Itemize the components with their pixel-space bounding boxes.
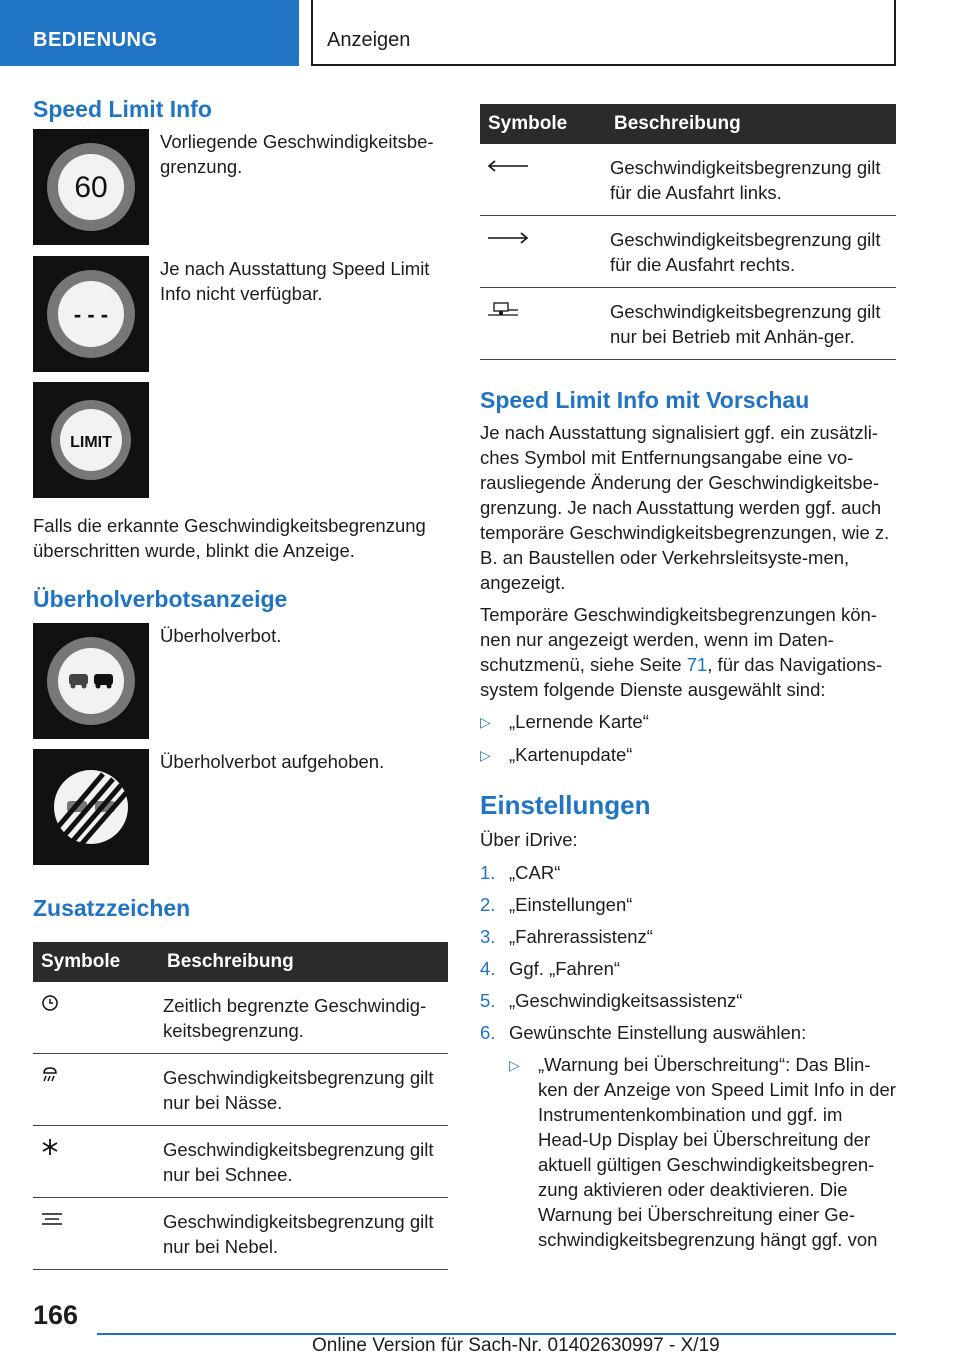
- speed-60-label: 60: [74, 171, 108, 204]
- table-cell-description: Geschwindigkeitsbegrenzung gilt für die Ausfahrt rechts.: [603, 216, 896, 288]
- sign-description: Überholverbot.: [160, 625, 282, 646]
- preview-paragraph-1: Je nach Ausstattung signalisiert ggf. ein zusätzli-ches Symbol mit Entfernungsangabe eine vo-rausliegende Änderung der Geschwindigkeitsbe-grenzung. Je nach Ausstattung werden ggf. auch temporäre Geschwindigkeitsbegrenzungen, wie z. B. an Baustellen oder Verkehrsleitsyste-men, angezeigt.: [480, 422, 890, 593]
- step-text: Gewünschte Einstellung auswählen:: [509, 1022, 807, 1043]
- sign-row: [33, 129, 448, 245]
- table-cell-description: Geschwindigkeitsbegrenzung gilt nur bei Schnee.: [156, 1126, 448, 1198]
- step-item: [480, 924, 896, 949]
- step-text: „Einstellungen“: [509, 894, 633, 915]
- table-cell-description: Zeitlich begrenzte Geschwindig-keitsbegrenzung.: [156, 982, 448, 1054]
- service-list: [480, 709, 896, 768]
- chapter-title: Anzeigen: [311, 0, 896, 66]
- section-tab: BEDIENUNG: [0, 0, 299, 66]
- list-item: [480, 742, 896, 768]
- step-item: [480, 1020, 896, 1045]
- arrow-table: [480, 104, 896, 360]
- footer-version: Online Version für Sach-Nr. 01402630997 - X/19: [312, 1335, 720, 1356]
- step-text: „CAR“: [509, 862, 561, 883]
- triangle-bullet-icon: ▷: [480, 714, 491, 730]
- settings-steps: [480, 860, 896, 1252]
- sign-row: [33, 382, 448, 498]
- table-header-symbol: Symbole: [33, 942, 156, 982]
- table-row: [33, 982, 448, 1054]
- sign-description: Überholverbot aufgehoben.: [160, 751, 385, 772]
- table-cell-description: Geschwindigkeitsbegrenzung gilt nur bei Nässe.: [156, 1054, 448, 1126]
- sign-row: [33, 256, 448, 372]
- step-item: [480, 956, 896, 981]
- step-number: 4.: [480, 958, 496, 979]
- triangle-bullet-icon: ▷: [509, 1057, 520, 1073]
- step-number: 5.: [480, 990, 496, 1011]
- page-number: 166: [33, 1300, 79, 1330]
- table-header-symbol: Symbole: [480, 104, 603, 144]
- sub-list-item: [480, 1052, 896, 1252]
- step-number: 1.: [480, 862, 496, 883]
- snowflake-icon: [39, 1140, 61, 1161]
- table-row: [480, 144, 896, 216]
- step-number: 2.: [480, 894, 496, 915]
- arrow-left-icon: [486, 157, 530, 178]
- sign-description: Je nach Ausstattung Speed Limit Info nicht verfügbar.: [160, 258, 430, 304]
- table-header-description: Beschreibung: [156, 942, 448, 982]
- fog-icon: [39, 1212, 65, 1233]
- sub-list-item-text: „Warnung bei Überschreitung“: Das Blin-ken der Anzeige von Speed Limit Info in der Instrumentenkombination und ggf. im Head-Up Display bei Überschreitung der aktuell gültigen Geschwindigkeitsbegren-zung aktivieren oder deaktivieren. Die Warnung bei Überschreitung einer Ge-schwindigkeitsbegrenzung hängt ggf. von: [538, 1054, 896, 1250]
- preview-paragraph-2-end: , für das Navigations-system folgende Dienste ausgewählt sind:: [480, 654, 883, 700]
- speed-limit-heading: Speed Limit Info: [33, 96, 212, 122]
- table-cell-description: Geschwindigkeitsbegrenzung gilt nur bei Nebel.: [156, 1198, 448, 1270]
- triangle-bullet-icon: ▷: [480, 747, 491, 763]
- zusatz-heading: Zusatzzeichen: [33, 895, 191, 921]
- step-text: „Fahrerassistenz“: [509, 926, 653, 947]
- table-row: [33, 1054, 448, 1126]
- table-row: [480, 288, 896, 360]
- table-row: [33, 1198, 448, 1270]
- no-overtaking-sign-icon: [33, 623, 149, 739]
- step-item: [480, 892, 896, 917]
- exceed-text: Falls die erkannte Geschwindigkeitsbegrenzung überschritten wurde, blinkt die Anzeige.: [33, 515, 426, 561]
- table-row: [480, 216, 896, 288]
- speed-60-sign-icon: [33, 129, 149, 245]
- preview-paragraph-2: [480, 602, 896, 702]
- clock-icon: [39, 996, 61, 1017]
- step-number: 3.: [480, 926, 496, 947]
- trailer-icon: [486, 301, 520, 322]
- arrow-right-icon: [486, 229, 530, 250]
- step-number: 6.: [480, 1022, 496, 1043]
- settings-heading: Einstellungen: [480, 790, 651, 820]
- table-header-description: Beschreibung: [603, 104, 896, 144]
- right-column: [480, 104, 896, 1252]
- list-item-text: „Lernende Karte“: [509, 711, 649, 732]
- step-item: [480, 988, 896, 1013]
- table-cell-description: Geschwindigkeitsbegrenzung gilt nur bei Betrieb mit Anhän-ger.: [603, 288, 896, 360]
- table-row: [33, 1126, 448, 1198]
- speed-unknown-sign-icon: [33, 256, 149, 372]
- list-item-text: „Kartenupdate“: [509, 744, 633, 765]
- page-link[interactable]: 71: [686, 654, 708, 675]
- limit-label: LIMIT: [70, 434, 112, 451]
- step-item: [480, 860, 896, 885]
- table-cell-description: Geschwindigkeitsbegrenzung gilt für die Ausfahrt links.: [603, 144, 896, 216]
- list-item: [480, 709, 896, 735]
- zusatz-table: [33, 942, 448, 1270]
- step-text: Ggf. „Fahren“: [509, 958, 621, 979]
- sign-row: [33, 623, 448, 739]
- speed-unknown-label: - - -: [73, 302, 109, 327]
- overtake-heading: Überholverbotsanzeige: [33, 586, 288, 612]
- limit-sign-icon: [33, 382, 149, 498]
- end-no-overtaking-sign-icon: [33, 749, 149, 865]
- sign-row: [33, 749, 448, 865]
- preview-paragraph-2-start: Temporäre Geschwindigkeitsbegrenzungen kön-nen nur angezeigt werden, wenn im Daten-schutzmenü, siehe Seite: [480, 604, 877, 675]
- preview-heading: Speed Limit Info mit Vorschau: [480, 387, 810, 413]
- left-column: [33, 96, 448, 1270]
- settings-intro: Über iDrive:: [480, 829, 578, 850]
- step-text: „Geschwindigkeitsassistenz“: [509, 990, 743, 1011]
- sign-description: Vorliegende Geschwindigkeitsbe-grenzung.: [160, 131, 434, 177]
- rain-icon: [39, 1068, 61, 1089]
